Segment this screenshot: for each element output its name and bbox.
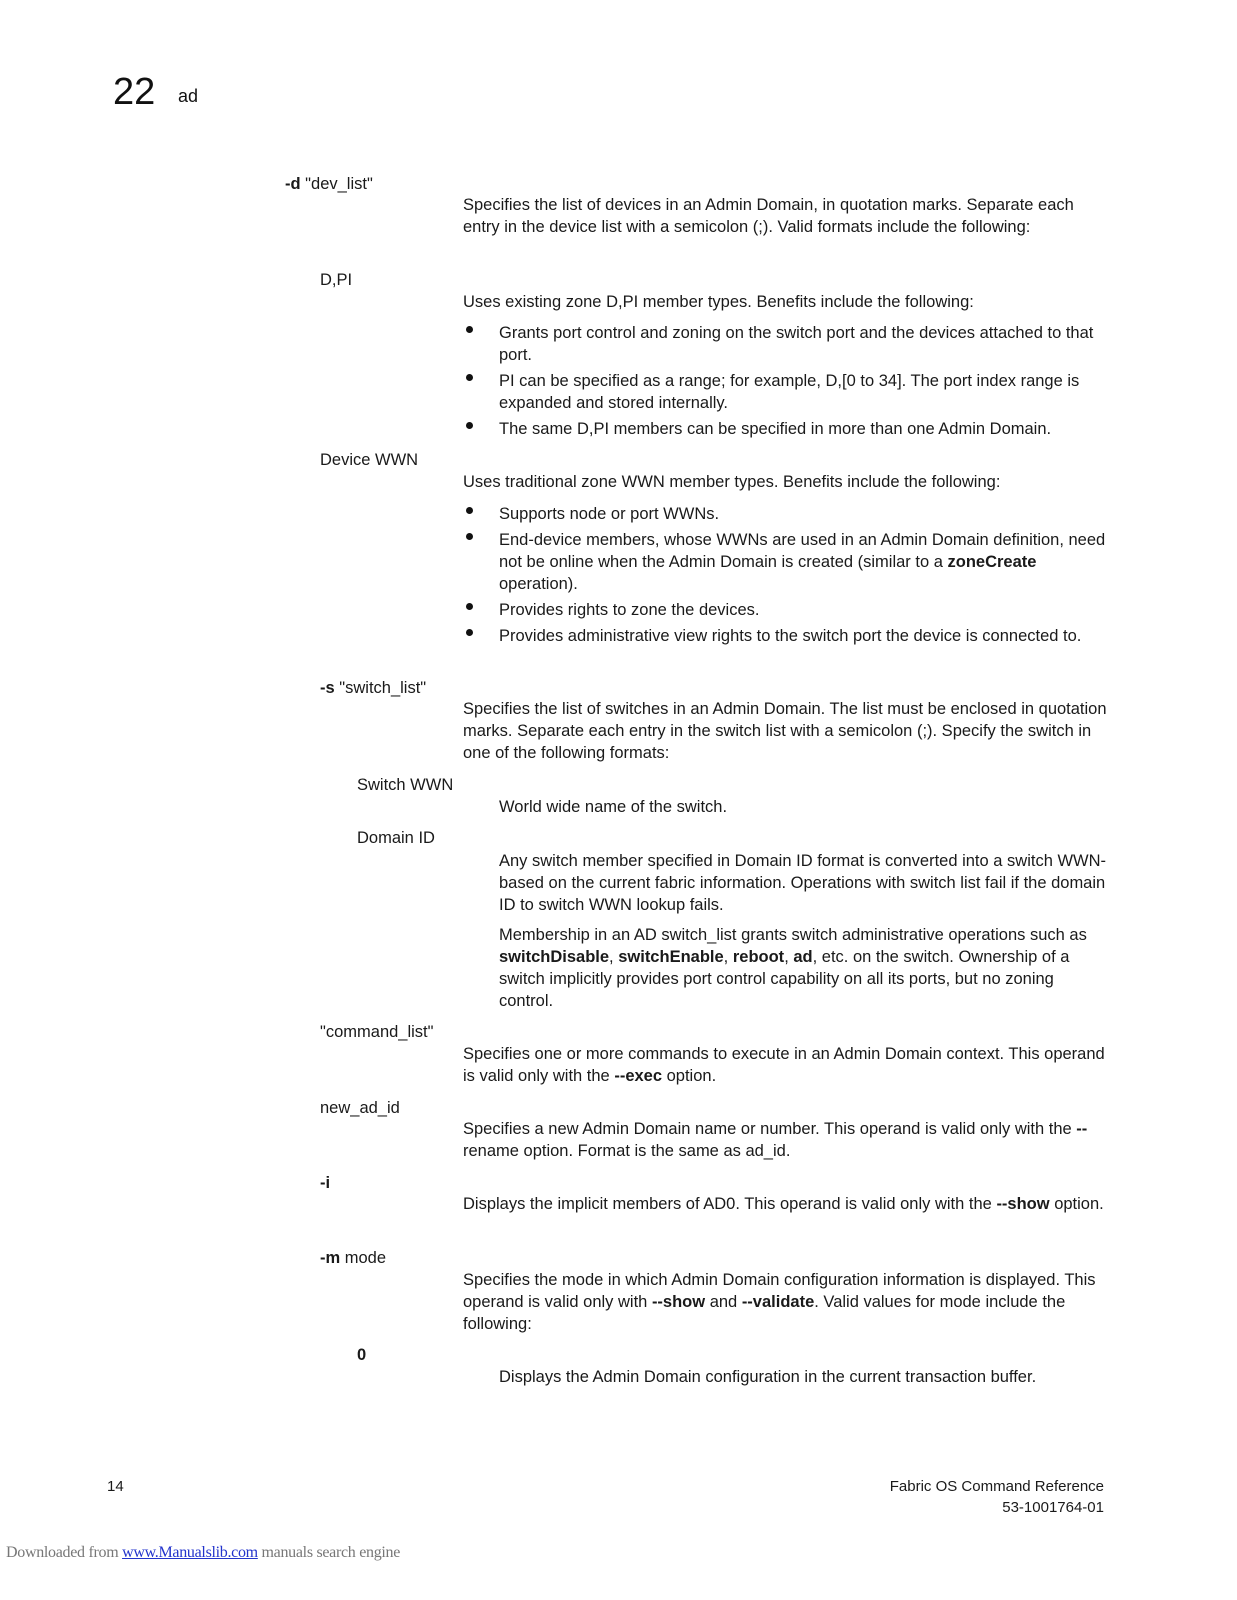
list-item: Provides rights to zone the devices. bbox=[463, 599, 1108, 621]
chapter-number: 22 bbox=[113, 71, 156, 113]
list-item: Supports node or port WWNs. bbox=[463, 503, 1108, 525]
list-item: PI can be specified as a range; for example, D,[0 to 34]. The port index range is expanded and stored internally. bbox=[463, 370, 1108, 414]
bullet-icon bbox=[466, 629, 473, 636]
operand-mode bbox=[320, 1247, 386, 1269]
dpi-benefits-list bbox=[463, 322, 1108, 444]
desc-mode-0: Displays the Admin Domain configuration in the current transaction buffer. bbox=[499, 1368, 1037, 1386]
term-domain-id: Domain ID bbox=[357, 829, 435, 847]
bullet-icon bbox=[466, 326, 473, 333]
device-wwn-benefits-list bbox=[463, 503, 1108, 651]
desc-dpi: Uses existing zone D,PI member types. Benefits include the following: bbox=[463, 293, 974, 311]
page-number: 14 bbox=[107, 1478, 124, 1495]
manualslib-link[interactable]: www.Manualslib.com bbox=[122, 1544, 258, 1561]
flag-i: -i bbox=[320, 1174, 331, 1192]
desc-new-ad-id: Specifies a new Admin Domain name or number. This operand is valid only with the --rename option. Format is the same as ad_id. bbox=[463, 1120, 1088, 1160]
desc-switch-list: Specifies the list of switches in an Admin Domain. The list must be enclosed in quotation marks. Separate each entry in the switch list with a semicolon (;). Specify the switch in one of the following formats: bbox=[463, 700, 1107, 762]
list-item: The same D,PI members can be specified in more than one Admin Domain. bbox=[463, 418, 1108, 440]
term-mode: mode bbox=[340, 1249, 387, 1267]
bullet-icon bbox=[466, 422, 473, 429]
term-switch-list: "switch_list" bbox=[334, 679, 427, 697]
flag-d: -d bbox=[285, 175, 301, 193]
desc-mode: Specifies the mode in which Admin Domain configuration information is displayed. This operand is valid only with --show and --validate. Valid values for mode include the following: bbox=[463, 1271, 1096, 1333]
term-mode-0: 0 bbox=[357, 1346, 367, 1364]
desc-dev-list: Specifies the list of devices in an Admin Domain, in quotation marks. Separate each entry in the device list with a semicolon (;). Valid formats include the following: bbox=[463, 196, 1074, 236]
bullet-icon bbox=[466, 507, 473, 514]
doc-number: 53-1001764-01 bbox=[1002, 1499, 1104, 1516]
doc-title: Fabric OS Command Reference bbox=[889, 1478, 1104, 1495]
operand-switch-list bbox=[320, 677, 426, 699]
list-item: Provides administrative view rights to the switch port the device is connected to. bbox=[463, 625, 1108, 647]
desc-command-list: Specifies one or more commands to execute in an Admin Domain context. This operand is valid only with the --exec option. bbox=[463, 1045, 1105, 1085]
term-command-list: "command_list" bbox=[320, 1023, 434, 1041]
banner-suffix: manuals search engine bbox=[257, 1544, 401, 1561]
footer-doc-info bbox=[890, 1476, 1104, 1518]
list-item: Grants port control and zoning on the switch port and the devices attached to that port. bbox=[463, 322, 1108, 366]
term-switch-wwn: Switch WWN bbox=[357, 776, 454, 794]
desc-domain-id-membership: Membership in an AD switch_list grants switch administrative operations such as switchDisable, switchEnable, reboot, ad, etc. on the switch. Ownership of a switch implicitly provides port control capability on all its ports, but no zoning control. bbox=[499, 926, 1087, 1010]
desc-implicit: Displays the implicit members of AD0. This operand is valid only with the --show option. bbox=[463, 1195, 1104, 1213]
bullet-icon bbox=[466, 533, 473, 540]
list-item: End-device members, whose WWNs are used in an Admin Domain definition, need not be online when the Admin Domain is created (similar to a zoneCreate operation). bbox=[463, 529, 1108, 595]
download-banner bbox=[6, 1542, 400, 1564]
term-dpi: D,PI bbox=[320, 271, 353, 289]
desc-device-wwn: Uses traditional zone WWN member types. Benefits include the following: bbox=[463, 473, 1001, 491]
bullet-icon bbox=[466, 374, 473, 381]
term-device-wwn: Device WWN bbox=[320, 451, 419, 469]
bullet-icon bbox=[466, 603, 473, 610]
flag-m: -m bbox=[320, 1249, 341, 1267]
banner-prefix: Downloaded from bbox=[6, 1544, 123, 1561]
flag-s: -s bbox=[320, 679, 335, 697]
term-new-ad-id: new_ad_id bbox=[320, 1099, 400, 1117]
operand-dev-list bbox=[285, 173, 373, 195]
desc-domain-id: Any switch member specified in Domain ID format is converted into a switch WWN-based on the current fabric information. Operations with switch list fail if the domain ID to switch WWN lookup fails. bbox=[499, 852, 1107, 914]
chapter-title: ad bbox=[178, 86, 199, 106]
term-dev-list: "dev_list" bbox=[300, 175, 373, 193]
desc-switch-wwn: World wide name of the switch. bbox=[499, 798, 728, 816]
